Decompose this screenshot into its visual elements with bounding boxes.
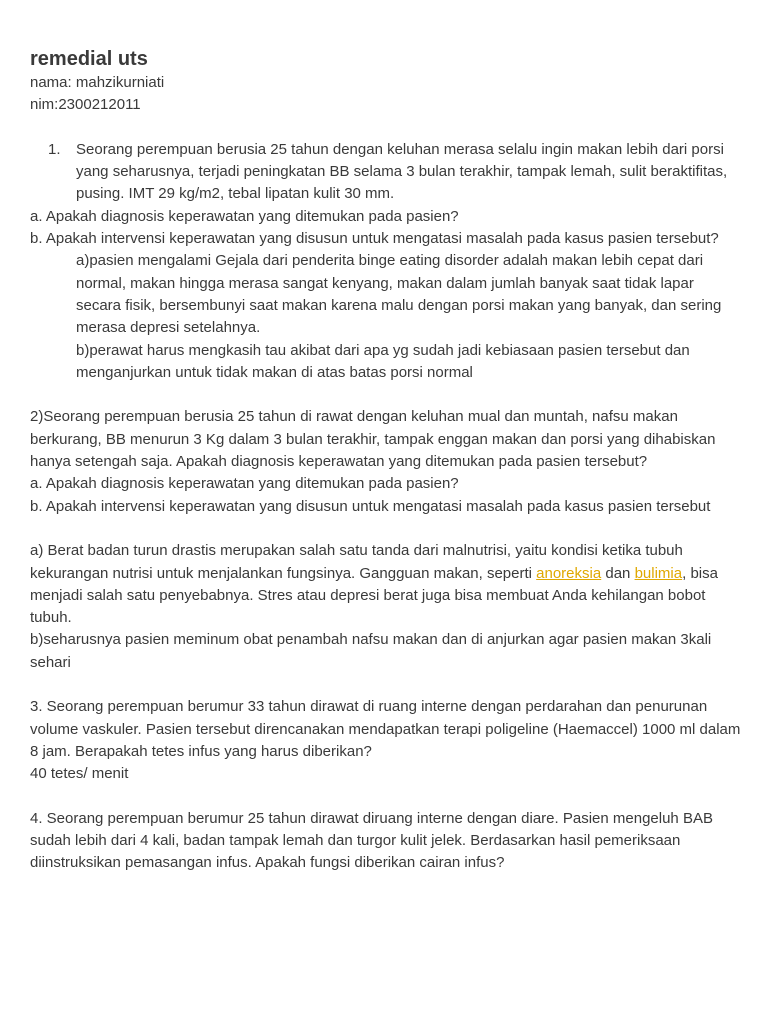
question-1-answer-a: a)pasien mengalami Gejala dari penderita binge eating disorder adalah makan lebih cepat dari normal, makan hingga merasa sangat kenyang, makan dalam jumlah banyak saat tidak lapar secara fisik, bersembunyi saat makan karena malu dengan porsi makan yang banyak, dan sering merasa depresi setelahnya. [76,252,722,337]
question-1 [30,139,742,206]
question-2-answer-a [30,540,742,629]
spacer [30,786,742,808]
question-2-text: 2)Seorang perempuan berusia 25 tahun di rawat dengan keluhan mual dan muntah, nafsu makan berkurang, BB menurun 3 Kg dalam 3 bulan terakhir, tampak enggan makan dan porsi yang dihabiskan hanya setengah saja. Apakah diagnosis keperawatan yang ditemukan pada pasien tersebut? [30,408,716,471]
question-1-sub-a: a. Apakah diagnosis keperawatan yang ditemukan pada pasien? [30,207,459,225]
question-1-text: Seorang perempuan berusia 25 tahun dengan keluhan merasa selalu ingin makan lebih dari porsi yang seharusnya, terjadi peningkatan BB selama 3 bulan terakhir, tampak lemah, sulit beraktifitas, pusing. IMT 29 kg/m2, tebal lipatan kulit 30 mm. [76,140,728,203]
question-4-text: 4. Seorang perempuan berumur 25 tahun dirawat diruang interne dengan diare. Pasien mengeluh BAB sudah lebih dari 4 kali, badan tampak lemah dan turgor kulit jelek. Berdasarkan hasil pemeriksaan diinstruksikan pemasangan infus. Apakah fungsi diberikan cairan infus? [30,809,713,872]
question-3-answer: 40 tetes/ menit [30,765,129,783]
name-line: nama: mahzikurniati [30,74,165,91]
question-1-sub-b: b. Apakah intervensi keperawatan yang disusun untuk mengatasi masalah pada kasus pasien tersebut? [30,230,719,248]
spacer [30,117,742,139]
answer-a-text-2: dan [601,564,635,582]
nim-line: nim:2300212011 [30,96,141,114]
anoreksia-link[interactable]: anoreksia [536,564,602,582]
question-1-answer-b: b)perawat harus mengkasih tau akibat dari apa yg sudah jadi kebiasaan pasien tersebut dan menganjurkan untuk tidak makan di atas batas porsi normal [76,341,690,381]
question-2-answer-b: b)seharusnya pasien meminum obat penambah nafsu makan dan di anjurkan agar pasien makan 3kali sehari [30,631,712,671]
bulimia-link[interactable]: bulimia [634,564,683,582]
spacer [30,384,742,406]
question-3-text: 3. Seorang perempuan berumur 33 tahun dirawat di ruang interne dengan perdarahan dan penurunan volume vaskuler. Pasien tersebut direncanakan mendapatkan terapi poligeline (Haemaccel) 1000 ml dalam 8 jam. Berapakah tetes infus yang harus diberikan? [30,698,741,760]
answer-a-text-3: , bisa menjadi salah satu penyebabnya. Stres atau depresi berat juga bisa membuat Anda kehilangan bobot tubuh. [30,564,718,627]
question-2-sub-b: b. Apakah intervensi keperawatan yang disusun untuk mengatasi masalah pada kasus pasien tersebut [30,497,711,515]
document-title: remedial uts [30,48,148,70]
answer-a-text-1: a) Berat badan turun drastis merupakan salah satu tanda dari malnutrisi, yaitu kondisi ketika tubuh kekurangan nutrisi untuk menjalankan fungsinya. Gangguan makan, seperti [30,542,683,582]
spacer [30,518,742,540]
spacer [30,674,742,696]
question-2-sub-a: a. Apakah diagnosis keperawatan yang ditemukan pada pasien? [30,475,459,493]
document-page [30,46,742,875]
question-1-number: 1. [48,140,61,158]
